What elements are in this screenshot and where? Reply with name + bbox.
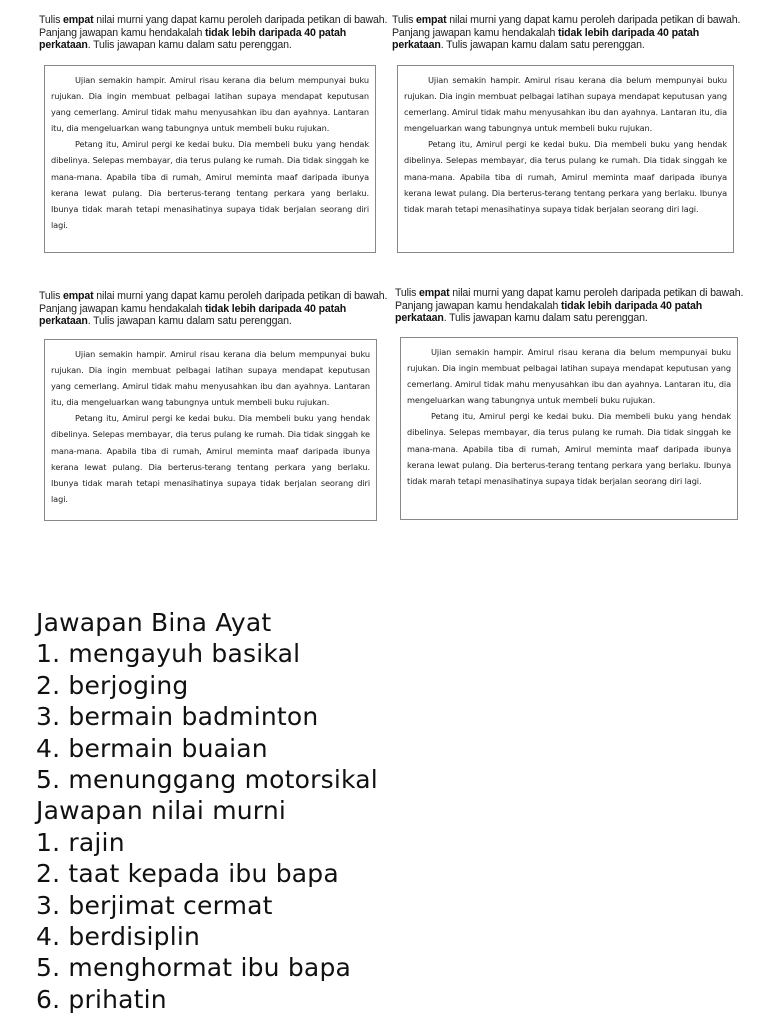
passage-paragraph-1: Ujian semakin hampir. Amirul risau kerana dia belum mempunyai buku rujukan. Dia ingin membuat pelbagai latihan supaya mendapat keputusan yang cemerlang. Amirul tidak mahu menyusahkan ibu dan ayahnya. Lantaran itu, dia mengeluarkan wang tabungnya untuk membeli buku rujukan. [404,75,727,134]
passage-box-2 [397,65,734,253]
instruction-part: Panjang jawapan kamu hendakalah [39,302,206,315]
instruction-part: Tulis [392,14,417,26]
instruction-bold: perkataan [395,312,444,325]
instruction-bold: perkataan [39,39,88,52]
bina-ayat-item: 3. bermain badminton [36,702,319,732]
instruction-bold: empat [63,290,94,302]
bina-ayat-title: Jawapan Bina Ayat [36,608,272,637]
instruction-text [395,287,743,325]
passage-paragraph-1: Ujian semakin hampir. Amirul risau kerana dia belum mempunyai buku rujukan. Dia ingin membuat pelbagai latihan supaya mendapat keputusan yang cemerlang. Amirul tidak mahu menyusahkan ibu dan ayahnya. Lantaran itu, dia mengeluarkan wang tabungnya untuk membeli buku rujukan. [51,349,370,408]
instruction-text [392,14,740,52]
instruction-part: nilai murni yang dapat kamu peroleh daripada petikan di bawah. [93,14,388,26]
instruction-bold: empat [419,287,450,299]
instruction-part: . Tulis jawapan kamu dalam satu perenggan. [443,312,648,325]
worksheet-panel-1 [39,14,387,52]
instruction-bold: tidak lebih daripada 40 patah [205,302,347,315]
instruction-part: . Tulis jawapan kamu dalam satu perenggan. [87,39,292,52]
instruction-text [39,14,387,52]
instruction-bold: tidak lebih daripada 40 patah [205,26,347,39]
instruction-text [39,290,387,328]
instruction-part: Panjang jawapan kamu hendakalah [395,299,562,312]
bina-ayat-item: 5. menunggang motorsikal [36,765,378,795]
instruction-part: Tulis [39,290,64,302]
instruction-bold: empat [63,14,94,26]
passage-paragraph-2: Petang itu, Amirul pergi ke kedai buku. Dia membeli buku yang hendak dibelinya. Selepas membayar, dia terus pulang ke rumah. Dia tidak singgah ke mana-mana. Apabila tiba di rumah, Amirul meminta maaf daripada ibunya kerana lewat pulang. Dia berterus-terang tentang perkara yang berlaku. Ibunya tidak marah tetapi menasihatinya supaya tidak berjalan seorang diri lagi. [404,139,727,214]
passage-box-4 [400,337,738,520]
instruction-bold: tidak lebih daripada 40 patah [558,26,700,39]
instruction-part: nilai murni yang dapat kamu peroleh daripada petikan di bawah. [449,287,744,299]
worksheet-panel-4 [395,287,743,325]
instruction-part: . Tulis jawapan kamu dalam satu perenggan. [87,315,292,328]
nilai-murni-item: 5. menghormat ibu bapa [36,953,352,983]
nilai-murni-item: 4. berdisiplin [36,922,201,952]
passage-box-1 [44,65,376,253]
worksheet-panel-3 [39,290,387,328]
instruction-part: Tulis [39,14,64,26]
worksheet-panel-2 [392,14,740,52]
nilai-murni-item: 2. taat kepada ibu bapa [36,859,339,889]
instruction-bold: empat [416,14,447,26]
instruction-part: Panjang jawapan kamu hendakalah [392,26,559,39]
passage-box-3 [44,339,377,521]
bina-ayat-item: 2. berjoging [36,670,189,700]
passage-paragraph-1: Ujian semakin hampir. Amirul risau kerana dia belum mempunyai buku rujukan. Dia ingin membuat pelbagai latihan supaya mendapat keputusan yang cemerlang. Amirul tidak mahu menyusahkan ibu dan ayahnya. Lantaran itu, dia mengeluarkan wang tabungnya untuk membeli buku rujukan. [407,347,731,406]
passage-paragraph-1: Ujian semakin hampir. Amirul risau kerana dia belum mempunyai buku rujukan. Dia ingin membuat pelbagai latihan supaya mendapat keputusan yang cemerlang. Amirul tidak mahu menyusahkan ibu dan ayahnya. Lantaran itu, dia mengeluarkan wang tabungnya untuk membeli buku rujukan. [51,75,369,134]
instruction-bold: perkataan [392,39,441,52]
nilai-murni-title: Jawapan nilai murni [36,796,287,826]
passage-paragraph-2: Petang itu, Amirul pergi ke kedai buku. Dia membeli buku yang hendak dibelinya. Selepas membayar, dia terus pulang ke rumah. Dia tidak singgah ke mana-mana. Apabila tiba di rumah, Amirul meminta maaf daripada ibunya kerana lewat pulang. Dia berterus-terang tentang perkara yang berlaku. Ibunya tidak marah tetapi menasihatinya supaya tidak berjalan seorang diri lagi. [51,413,370,504]
answers-section [36,607,378,1015]
passage-paragraph-2: Petang itu, Amirul pergi ke kedai buku. Dia membeli buku yang hendak dibelinya. Selepas membayar, dia terus pulang ke rumah. Dia tidak singgah ke mana-mana. Apabila tiba di rumah, Amirul meminta maaf daripada ibunya kerana lewat pulang. Dia berterus-terang tentang perkara yang berlaku. Ibunya tidak marah tetapi menasihatinya supaya tidak berjalan seorang diri lagi. [51,139,369,230]
instruction-part: . Tulis jawapan kamu dalam satu perenggan. [440,39,645,52]
instruction-part: Panjang jawapan kamu hendakalah [39,26,206,39]
instruction-part: nilai murni yang dapat kamu peroleh daripada petikan di bawah. [446,14,741,26]
nilai-murni-item: 6. prihatin [36,984,167,1014]
nilai-murni-item: 3. berjimat cermat [36,890,273,920]
bina-ayat-item: 4. bermain buaian [36,733,268,763]
instruction-bold: tidak lebih daripada 40 patah [561,299,703,312]
passage-paragraph-2: Petang itu, Amirul pergi ke kedai buku. Dia membeli buku yang hendak dibelinya. Selepas membayar, dia terus pulang ke rumah. Dia tidak singgah ke mana-mana. Apabila tiba di rumah, Amirul meminta maaf daripada ibunya kerana lewat pulang. Dia berterus-terang tentang perkara yang berlaku. Ibunya tidak marah tetapi menasihatinya supaya tidak berjalan seorang diri lagi. [407,411,731,486]
instruction-part: nilai murni yang dapat kamu peroleh daripada petikan di bawah. [93,290,388,302]
nilai-murni-item: 1. rajin [36,827,125,857]
instruction-part: Tulis [395,287,420,299]
bina-ayat-item: 1. mengayuh basikal [36,639,301,669]
instruction-bold: perkataan [39,315,88,328]
